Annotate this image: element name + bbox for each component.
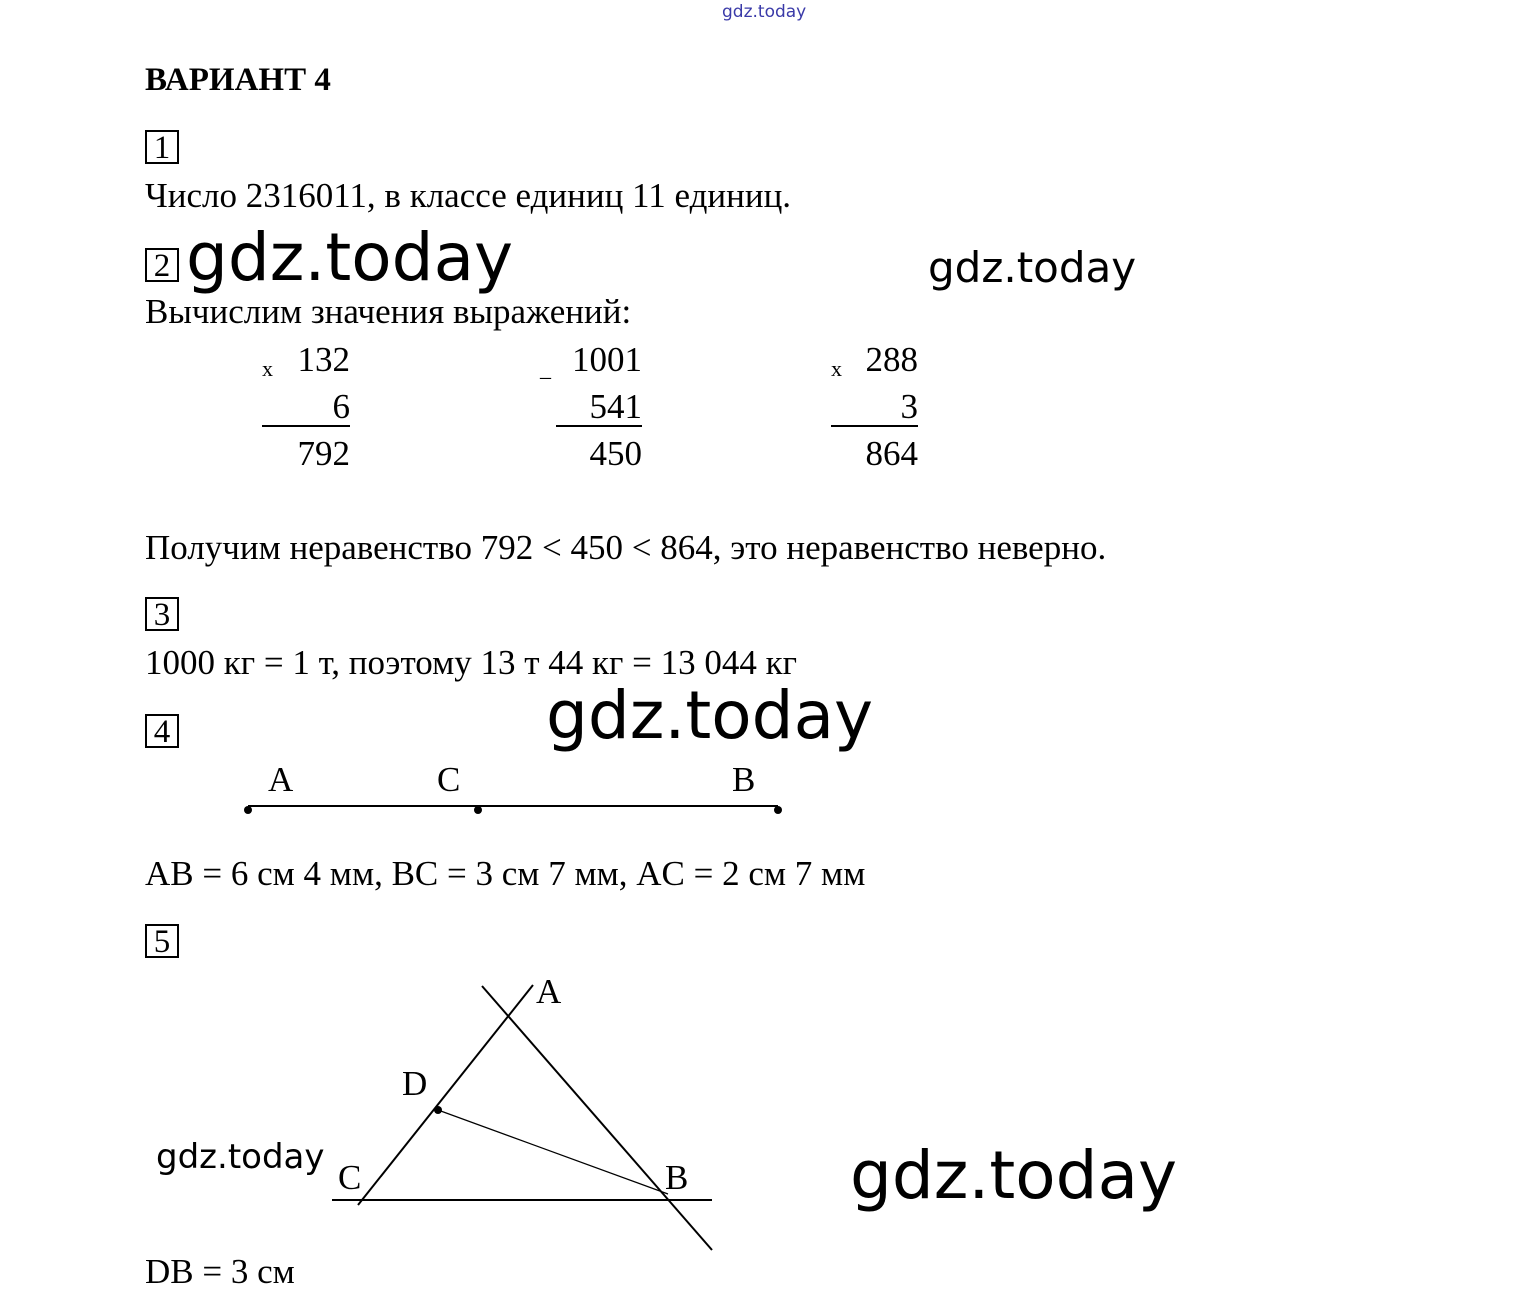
minus-sign: _ <box>540 356 551 381</box>
watermark-large-3: gdz.today <box>850 1137 1178 1214</box>
task-number-3: 3 <box>145 597 179 631</box>
line-ac <box>358 985 533 1205</box>
watermark-top: gdz.today <box>722 2 807 22</box>
column-result: 864 <box>865 434 918 473</box>
watermark-medium-1: gdz.today <box>928 243 1137 292</box>
multiply-sign: x <box>262 356 273 381</box>
task-number-1: 1 <box>145 130 179 164</box>
triangle-label-d: D <box>402 1064 428 1103</box>
line-db <box>438 1110 668 1194</box>
triangle-label-c: C <box>338 1158 362 1197</box>
task-5-text: DB = 3 см <box>145 1252 295 1291</box>
segment-label-c: C <box>437 760 461 799</box>
point-d-dot <box>434 1106 442 1114</box>
column-top-value: 1001 <box>572 340 642 379</box>
page-title: ВАРИАНТ 4 <box>145 62 331 98</box>
column-result: 792 <box>297 434 350 473</box>
triangle-label-b: B <box>665 1158 689 1197</box>
multiply-sign: x <box>831 356 842 381</box>
watermark-small: gdz.today <box>156 1137 325 1177</box>
triangle-label-a: A <box>536 972 562 1011</box>
column-result: 450 <box>589 434 642 473</box>
task-2-intro: Вычислим значения выражений: <box>145 292 632 331</box>
watermark-large-2: gdz.today <box>546 677 874 754</box>
column-top-value: 132 <box>297 340 350 379</box>
task-number-5: 5 <box>145 924 179 958</box>
task-1-text: Число 2316011, в классе единиц 11 единиц. <box>145 176 792 215</box>
column-bottom-value: 541 <box>589 387 642 426</box>
column-bottom-value: 3 <box>900 387 918 426</box>
column-bottom-value: 6 <box>332 387 350 426</box>
task-3-text: 1000 кг = 1 т, поэтому 13 т 44 кг = 13 044 кг <box>145 643 798 682</box>
task-number-4: 4 <box>145 714 179 748</box>
column-top-value: 288 <box>865 340 918 379</box>
segment-label-b: B <box>732 760 756 799</box>
task-4-text: AB = 6 см 4 мм, BC = 3 см 7 мм, AC = 2 см 7 мм <box>145 854 866 893</box>
task-number-2: 2 <box>145 248 179 282</box>
task-2-conclusion: Получим неравенство 792 < 450 < 864, это неравенство неверно. <box>145 528 1107 567</box>
segment-label-a: A <box>268 760 294 799</box>
watermark-large-1: gdz.today <box>186 219 514 296</box>
line-ab <box>482 986 712 1250</box>
